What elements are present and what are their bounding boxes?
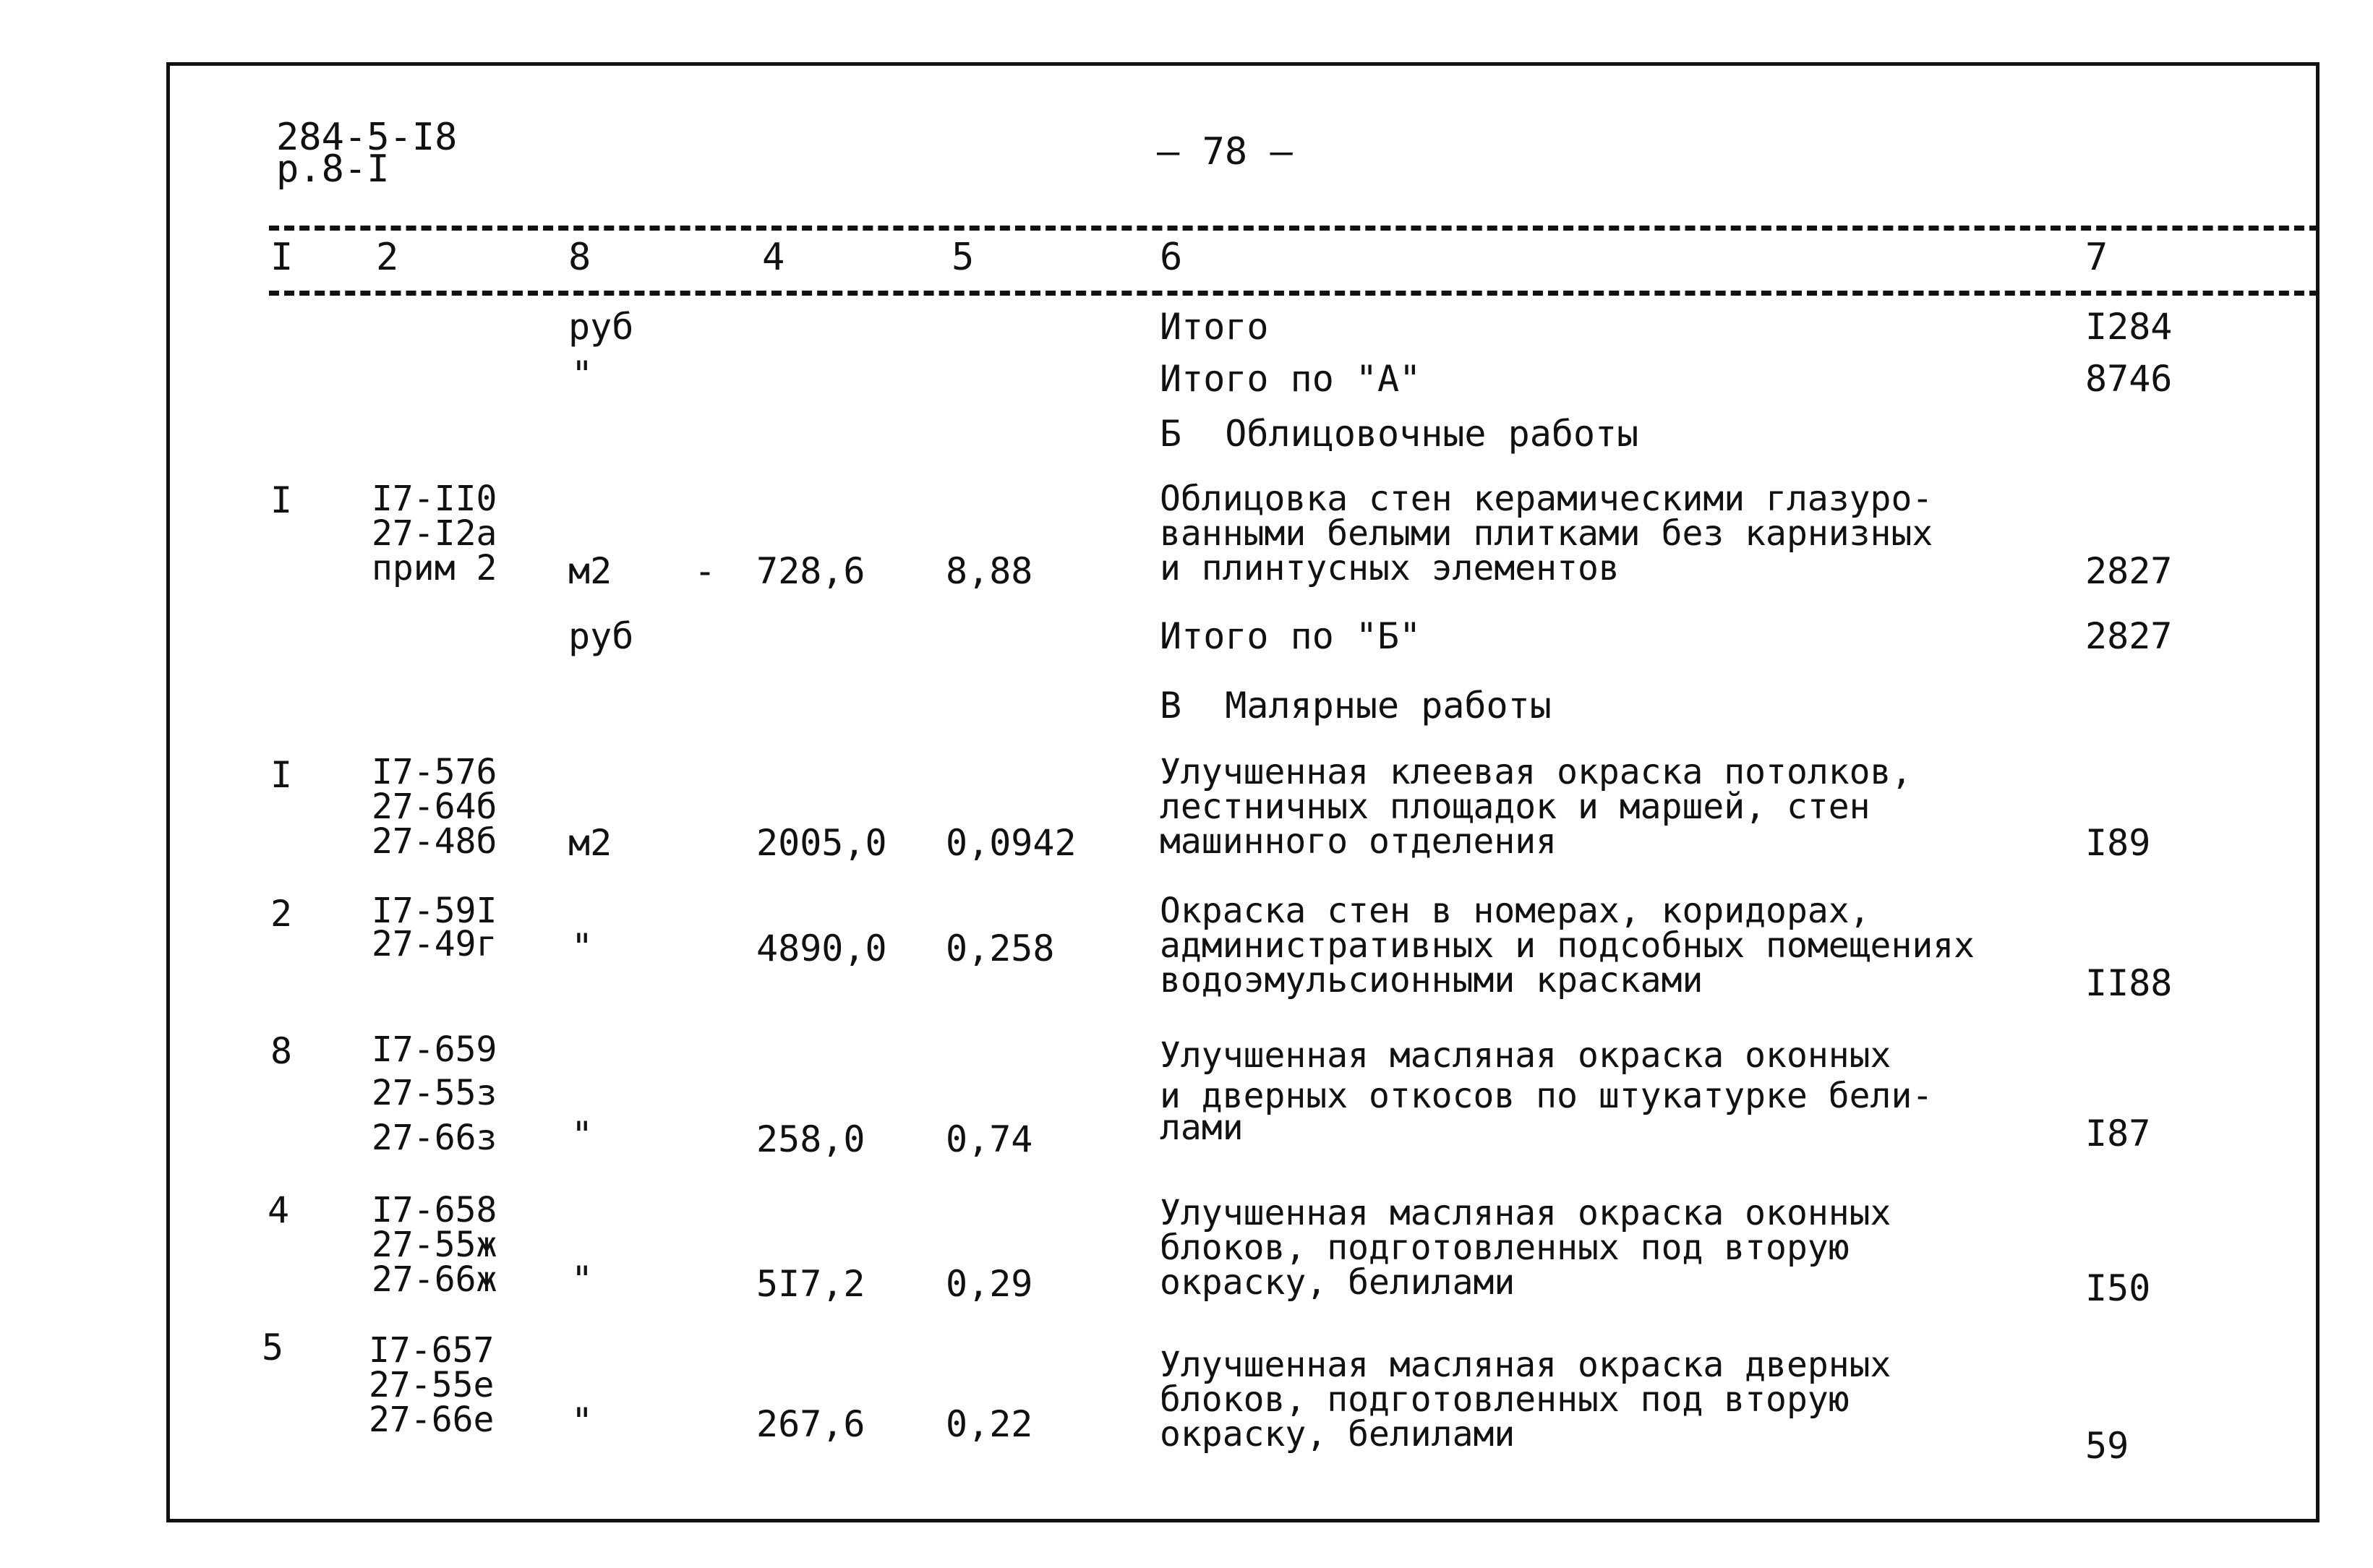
row-description: Итого по "Б" (1160, 615, 1421, 657)
column-header-2: 2 (376, 236, 399, 279)
row-unit: " (571, 354, 594, 395)
row-number: 8 (270, 1030, 293, 1072)
section-heading: Б Облицовочные работы (1160, 413, 1639, 455)
document-section-code: р.8-I (276, 147, 390, 191)
row-description: Итого (1160, 306, 1269, 348)
row-total: 59 (2085, 1425, 2129, 1467)
row-description-line: Окраска стен в номерах, коридорах, (1160, 891, 1870, 931)
row-code: 27-66е (369, 1400, 495, 1440)
row-code: 27-66ж (372, 1259, 497, 1300)
row-description-line: административных и подсобных помещениях (1160, 925, 1975, 966)
row-unit: м2 (568, 550, 612, 592)
row-quantity: 267,6 (756, 1403, 865, 1445)
row-number: I (270, 479, 293, 521)
row-dash: - (694, 550, 717, 592)
row-quantity: 728,6 (756, 550, 865, 592)
column-header-5: 5 (952, 236, 975, 279)
row-code: I7-59I (372, 891, 497, 931)
row-code: I7-659 (372, 1029, 497, 1070)
row-code: прим 2 (372, 548, 497, 588)
row-description-line: Улучшенная масляная окраска дверных (1160, 1345, 1891, 1385)
row-total: 8746 (2085, 358, 2173, 400)
column-header-7: 7 (2085, 236, 2108, 279)
row-description-line: лами (1160, 1108, 1244, 1148)
row-description-line: Улучшенная масляная окраска оконных (1160, 1193, 1891, 1233)
row-number: 5 (262, 1327, 284, 1368)
row-quantity: 2005,0 (756, 822, 887, 864)
document-code: 284-5-I8 (276, 116, 458, 159)
header-divider-bottom (269, 291, 2319, 296)
section-heading: В Малярные работы (1160, 685, 1552, 727)
row-description-line: Улучшенная клеевая окраска потолков, (1160, 752, 1912, 792)
row-number: I (270, 754, 293, 796)
row-unit: " (571, 926, 594, 968)
row-price: 0,74 (946, 1118, 1033, 1160)
page-number: — 78 — (1157, 130, 1293, 173)
row-code: I7-II0 (372, 479, 497, 519)
row-unit: м2 (568, 822, 612, 864)
row-description-line: блоков, подготовленных под вторую (1160, 1379, 1850, 1420)
row-description-line: водоэмульсионными красками (1160, 960, 1703, 1001)
row-description-line: и плинтусных элементов (1160, 548, 1620, 588)
row-code: I7-576 (372, 752, 497, 792)
row-price: 0,258 (946, 927, 1055, 969)
row-total: 2827 (2085, 550, 2173, 592)
row-description-line: Облицовка стен керамическими глазуро- (1160, 479, 1933, 519)
row-total: I89 (2085, 822, 2151, 864)
row-description: Итого по "А" (1160, 358, 1421, 400)
row-total: 2827 (2085, 615, 2173, 657)
row-code: 27-66з (372, 1118, 497, 1158)
row-code: 27-64б (372, 787, 497, 827)
row-unit: " (571, 1114, 594, 1156)
row-unit: руб (568, 615, 634, 657)
row-code: 27-I2a (372, 513, 497, 554)
row-unit: " (571, 1400, 594, 1442)
row-description-line: окраску, белилами (1160, 1414, 1515, 1455)
column-header-1: I (270, 236, 294, 279)
row-description-line: окраску, белилами (1160, 1262, 1515, 1303)
row-total: I284 (2085, 306, 2173, 348)
row-description-line: машинного отделения (1160, 821, 1557, 862)
row-total: II88 (2085, 962, 2173, 1004)
row-price: 0,0942 (946, 822, 1077, 864)
row-description-line: и дверных откосов по штукатурке бели- (1160, 1076, 1933, 1116)
row-code: 27-55ж (372, 1225, 497, 1265)
column-header-3: 8 (568, 236, 591, 279)
column-header-6: 6 (1160, 236, 1183, 279)
row-total: I87 (2085, 1113, 2151, 1154)
row-code: 27-48б (372, 821, 497, 862)
row-number: 4 (268, 1189, 290, 1231)
row-description-line: блоков, подготовленных под вторую (1160, 1228, 1850, 1268)
row-quantity: 4890,0 (756, 927, 887, 969)
row-unit: " (571, 1259, 594, 1301)
row-code: 27-55з (372, 1073, 497, 1113)
column-header-4: 4 (762, 236, 785, 279)
row-description-line: лестничных площадок и маршей, стен (1160, 787, 1870, 827)
row-code: 27-49г (372, 924, 497, 964)
row-price: 0,22 (946, 1403, 1033, 1445)
row-price: 0,29 (946, 1263, 1033, 1305)
header-divider-top (269, 226, 2319, 231)
row-total: I50 (2085, 1267, 2151, 1309)
row-price: 8,88 (946, 550, 1033, 592)
row-quantity: 5I7,2 (756, 1263, 865, 1305)
row-code: I7-657 (369, 1330, 495, 1371)
row-code: I7-658 (372, 1190, 497, 1230)
row-quantity: 258,0 (756, 1118, 865, 1160)
row-unit: руб (568, 306, 634, 348)
row-number: 2 (270, 893, 293, 935)
row-description-line: Улучшенная масляная окраска оконных (1160, 1035, 1891, 1076)
row-code: 27-55е (369, 1365, 495, 1405)
row-description-line: ванными белыми плитками без карнизных (1160, 513, 1933, 554)
